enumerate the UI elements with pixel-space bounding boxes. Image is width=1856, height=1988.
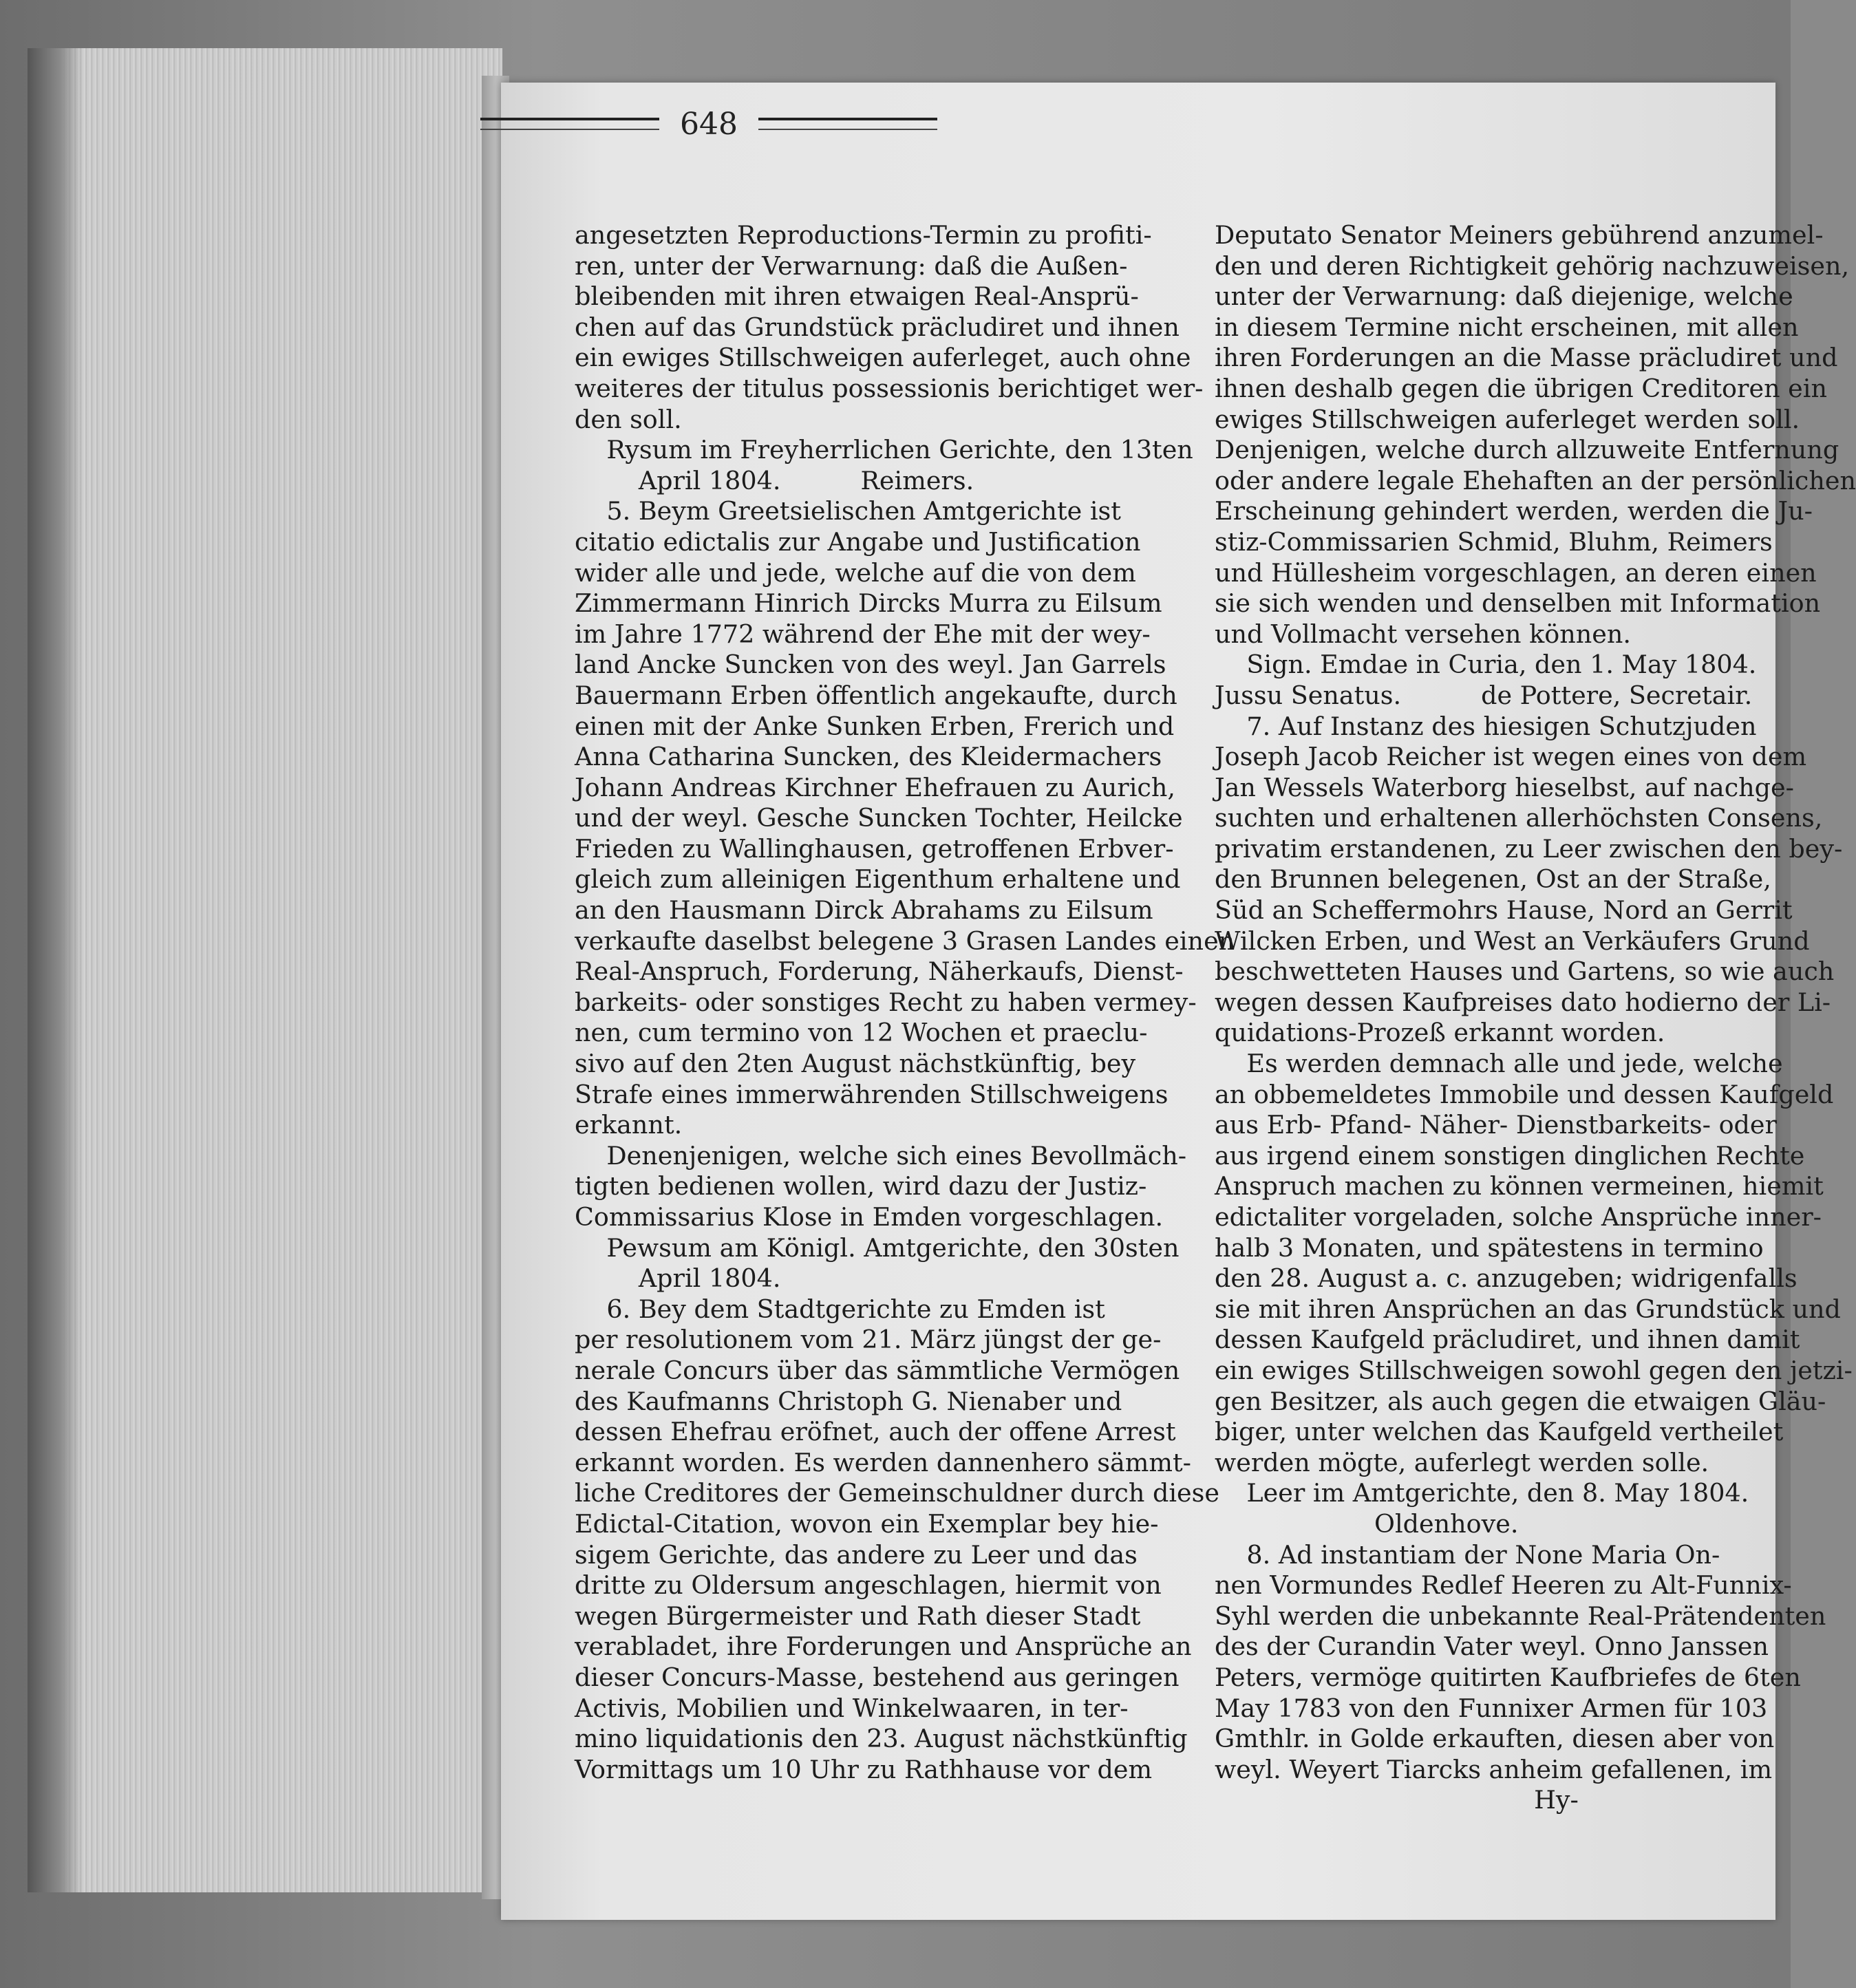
text-line: in diesem Termine nicht erscheinen, mit allen bbox=[1215, 312, 1799, 342]
text-line: sigem Gerichte, das andere zu Leer und das bbox=[575, 1539, 1138, 1570]
text-line: ewiges Stillschweigen auferleget werden soll. bbox=[1215, 404, 1800, 434]
text-line: citatio edictalis zur Angabe und Justification bbox=[575, 526, 1141, 557]
text-line: Joseph Jacob Reicher ist wegen eines von dem bbox=[1215, 742, 1807, 772]
text-line: unter der Verwarnung: daß diejenige, welche bbox=[1215, 281, 1793, 312]
text-line: edictaliter vorgeladen, solche Ansprüche inner- bbox=[1215, 1202, 1822, 1232]
text-line: ein ewiges Stillschweigen auferleget, auch ohne bbox=[575, 343, 1191, 373]
text-line: dieser Concurs-Masse, bestehend aus geringen bbox=[575, 1662, 1180, 1692]
text-line: ihnen deshalb gegen die übrigen Creditoren ein bbox=[1215, 373, 1827, 403]
text-line: gen Besitzer, als auch gegen die etwaigen Gläu- bbox=[1215, 1386, 1826, 1416]
text-line: den und deren Richtigkeit gehörig nachzuweisen, bbox=[1215, 250, 1850, 281]
text-line: Jussu Senatus. de Pottere, Secretair. bbox=[1215, 680, 1753, 710]
book-spine-shadow bbox=[28, 48, 83, 1892]
header-rule-right bbox=[758, 118, 937, 130]
text-line: liche Creditores der Gemeinschuldner durch diese bbox=[575, 1478, 1219, 1508]
text-line: per resolutionem vom 21. März jüngst der ge- bbox=[575, 1325, 1162, 1355]
text-line: nen, cum termino von 12 Wochen et praeclu- bbox=[575, 1018, 1148, 1048]
text-line: Pewsum am Königl. Amtgerichte, den 30sten bbox=[575, 1232, 1180, 1263]
page-header bbox=[468, 96, 950, 151]
text-line: barkeits- oder sonstiges Recht zu haben vermey- bbox=[575, 987, 1197, 1017]
text-line: stiz-Commissarien Schmid, Bluhm, Reimers bbox=[1215, 526, 1773, 557]
text-line: bleibenden mit ihren etwaigen Real-Ansprü- bbox=[575, 281, 1139, 312]
text-line: wegen dessen Kaufpreises dato hodierno der Li- bbox=[1215, 987, 1831, 1017]
left-text-column bbox=[575, 220, 1235, 1785]
text-line: Sign. Emdae in Curia, den 1. May 1804. bbox=[1215, 650, 1757, 680]
text-line: erkannt. bbox=[575, 1110, 683, 1140]
text-line: mino liquidationis den 23. August nächstkünftig bbox=[575, 1724, 1188, 1754]
text-line: ihren Forderungen an die Masse präcludiret und bbox=[1215, 343, 1838, 373]
text-line: Frieden zu Wallinghausen, getroffenen Erbver- bbox=[575, 833, 1174, 864]
text-line: 6. Bey dem Stadtgerichte zu Emden ist bbox=[575, 1294, 1105, 1324]
text-line: dessen Ehefrau eröfnet, auch der offene Arrest bbox=[575, 1417, 1176, 1447]
text-line: beschwetteten Hauses und Gartens, so wie auch bbox=[1215, 956, 1835, 987]
text-line: und der weyl. Gesche Suncken Tochter, Heilcke bbox=[575, 803, 1183, 833]
text-line: werden mögte, auferlegt werden solle. bbox=[1215, 1447, 1709, 1477]
text-line: dessen Kaufgeld präcludiret, und ihnen damit bbox=[1215, 1325, 1800, 1355]
text-line: Anspruch machen zu können vermeinen, hiemit bbox=[1215, 1171, 1824, 1201]
text-line: tigten bedienen wollen, wird dazu der Justiz- bbox=[575, 1171, 1147, 1201]
text-line: chen auf das Grundstück präcludiret und ihnen bbox=[575, 312, 1180, 342]
text-line: privatim erstandenen, zu Leer zwischen den bey- bbox=[1215, 833, 1843, 864]
text-line: Zimmermann Hinrich Dircks Murra zu Eilsum bbox=[575, 588, 1162, 619]
text-line: Süd an Scheffermohrs Hause, Nord an Gerrit bbox=[1215, 895, 1793, 926]
text-line: Vormittags um 10 Uhr zu Rathhause vor dem bbox=[575, 1754, 1153, 1784]
right-text-column bbox=[1215, 220, 1856, 1816]
text-line: wegen Bürgermeister und Rath dieser Stadt bbox=[575, 1601, 1141, 1631]
text-line: Es werden demnach alle und jede, welche bbox=[1215, 1049, 1783, 1079]
text-line: den soll. bbox=[575, 404, 682, 434]
text-line: Deputato Senator Meiners gebührend anzumel- bbox=[1215, 220, 1824, 250]
text-line: im Jahre 1772 während der Ehe mit der wey- bbox=[575, 619, 1151, 649]
text-line: Edictal-Citation, wovon ein Exemplar bey hie- bbox=[575, 1508, 1159, 1539]
text-line: Denenjenigen, welche sich eines Bevollmäch- bbox=[575, 1140, 1187, 1171]
text-line: Wilcken Erben, und West an Verkäufers Grund bbox=[1215, 926, 1810, 956]
text-line: 5. Beym Greetsielischen Amtgerichte ist bbox=[575, 496, 1121, 526]
text-line: einen mit der Anke Sunken Erben, Frerich und bbox=[575, 711, 1175, 741]
text-line: Oldenhove. bbox=[1215, 1508, 1519, 1539]
text-line: land Ancke Suncken von des weyl. Jan Garrels bbox=[575, 650, 1166, 680]
text-line: Johann Andreas Kirchner Ehefrauen zu Aurich, bbox=[575, 772, 1175, 802]
text-line: Syhl werden die unbekannte Real-Prätendenten bbox=[1215, 1601, 1826, 1631]
text-line: sie mit ihren Ansprüchen an das Grundstück und bbox=[1215, 1294, 1841, 1324]
text-line: Denjenigen, welche durch allzuweite Entfernung bbox=[1215, 435, 1839, 465]
text-line: April 1804. bbox=[575, 1263, 781, 1294]
text-line: Erscheinung gehindert werden, werden die Ju- bbox=[1215, 496, 1813, 526]
text-line: 8. Ad instantiam der None Maria On- bbox=[1215, 1539, 1720, 1570]
text-line: den Brunnen belegenen, Ost an der Straße, bbox=[1215, 864, 1771, 895]
text-line: gleich zum alleinigen Eigenthum erhaltene und bbox=[575, 864, 1181, 895]
text-line: ein ewiges Stillschweigen sowohl gegen den jetzi- bbox=[1215, 1355, 1853, 1385]
text-line: Jan Wessels Waterborg hieselbst, auf nachge- bbox=[1215, 772, 1794, 802]
text-line: aus Erb- Pfand- Näher- Dienstbarkeits- oder bbox=[1215, 1110, 1777, 1140]
header-rule-left bbox=[480, 118, 659, 130]
text-line: an den Hausmann Dirck Abrahams zu Eilsum bbox=[575, 895, 1153, 926]
text-line: erkannt worden. Es werden dannenhero sämmt- bbox=[575, 1447, 1191, 1477]
text-line: dritte zu Oldersum angeschlagen, hiermit von bbox=[575, 1570, 1162, 1601]
text-line: Anna Catharina Suncken, des Kleidermachers bbox=[575, 742, 1162, 772]
text-line: den 28. August a. c. anzugeben; widrigenfalls bbox=[1215, 1263, 1798, 1294]
text-line: an obbemeldetes Immobile und dessen Kaufgeld bbox=[1215, 1079, 1834, 1109]
text-line: oder andere legale Ehehaften an der persönlichen bbox=[1215, 465, 1856, 495]
text-line: Peters, vermöge quitirten Kaufbriefes de 6ten bbox=[1215, 1662, 1801, 1692]
text-line: aus irgend einem sonstigen dinglichen Rechte bbox=[1215, 1140, 1805, 1171]
text-line: angesetzten Reproductions-Termin zu profiti- bbox=[575, 220, 1152, 250]
text-line: verabladet, ihre Forderungen und Ansprüche an bbox=[575, 1632, 1192, 1662]
text-line: wider alle und jede, welche auf die von dem bbox=[575, 557, 1136, 588]
text-line: Activis, Mobilien und Winkelwaaren, in ter- bbox=[575, 1693, 1129, 1723]
text-line: nerale Concurs über das sämmtliche Vermögen bbox=[575, 1355, 1180, 1385]
text-line: Real-Anspruch, Forderung, Näherkaufs, Dienst- bbox=[575, 956, 1184, 987]
text-line: Leer im Amtgerichte, den 8. May 1804. bbox=[1215, 1478, 1749, 1508]
text-line: biger, unter welchen das Kaufgeld vertheilet bbox=[1215, 1417, 1784, 1447]
page-number: 648 bbox=[680, 106, 738, 142]
text-line: nen Vormundes Redlef Heeren zu Alt-Funnix- bbox=[1215, 1570, 1792, 1601]
text-line: April 1804. Reimers. bbox=[575, 465, 974, 495]
text-line: Strafe eines immerwährenden Stillschweigens bbox=[575, 1079, 1169, 1109]
text-line: und Hüllesheim vorgeschlagen, an deren einen bbox=[1215, 557, 1817, 588]
text-line: sivo auf den 2ten August nächstkünftig, bey bbox=[575, 1049, 1136, 1079]
text-line: des der Curandin Vater weyl. Onno Janssen bbox=[1215, 1632, 1769, 1662]
text-line: Rysum im Freyherrlichen Gerichte, den 13ten bbox=[575, 435, 1193, 465]
text-line: des Kaufmanns Christoph G. Nienaber und bbox=[575, 1386, 1122, 1416]
text-line: ren, unter der Verwarnung: daß die Außen- bbox=[575, 250, 1128, 281]
text-line: Gmthlr. in Golde erkauften, diesen aber von bbox=[1215, 1724, 1775, 1754]
text-line: weyl. Weyert Tiarcks anheim gefallenen, im bbox=[1215, 1754, 1773, 1784]
text-line: May 1783 von den Funnixer Armen für 103 bbox=[1215, 1693, 1768, 1723]
text-line: weiteres der titulus possessionis berichtiget wer- bbox=[575, 373, 1204, 403]
text-line: und Vollmacht versehen können. bbox=[1215, 619, 1631, 649]
text-line: verkaufte daselbst belegene 3 Grasen Landes einen bbox=[575, 926, 1235, 956]
text-line: halb 3 Monaten, und spätestens in termino bbox=[1215, 1232, 1764, 1263]
text-line: sie sich wenden und denselben mit Information bbox=[1215, 588, 1821, 619]
book-page-edges bbox=[28, 48, 502, 1892]
text-line: Bauermann Erben öffentlich angekaufte, durch bbox=[575, 680, 1177, 710]
text-line: Commissarius Klose in Emden vorgeschlagen. bbox=[575, 1202, 1164, 1232]
text-line: Hy- bbox=[1215, 1785, 1579, 1815]
text-line: suchten und erhaltenen allerhöchsten Consens, bbox=[1215, 803, 1823, 833]
text-line: 7. Auf Instanz des hiesigen Schutzjuden bbox=[1215, 711, 1757, 741]
text-line: quidations-Prozeß erkannt worden. bbox=[1215, 1018, 1665, 1048]
